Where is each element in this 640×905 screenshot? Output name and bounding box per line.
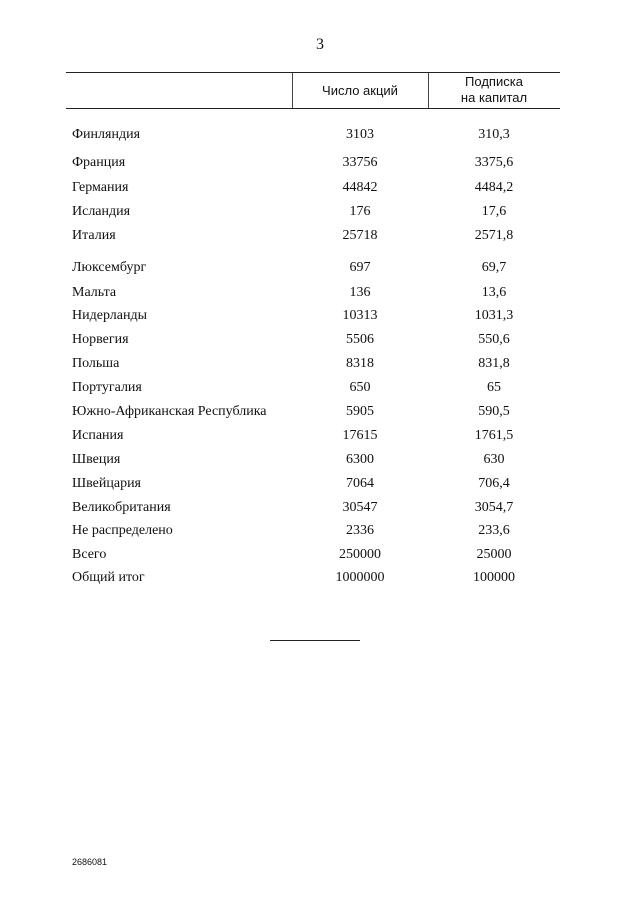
table-row [66, 452, 560, 472]
cell-country: Польша [72, 356, 120, 371]
cell-shares: 3103 [346, 127, 374, 142]
cell-capital: 100000 [473, 570, 515, 585]
cell-shares: 7064 [346, 476, 374, 491]
cell-capital: 2571,8 [474, 228, 514, 243]
header-capital-line2: на капитал [460, 90, 528, 105]
table-row [66, 547, 560, 567]
cell-shares: 5506 [346, 332, 374, 347]
cell-shares: 2336 [346, 523, 374, 538]
cell-shares: 44842 [342, 180, 378, 195]
cell-shares: 650 [349, 380, 371, 395]
table-row [66, 332, 560, 352]
end-rule [270, 640, 360, 641]
document-code: 2686081 [72, 857, 108, 867]
table-row [66, 380, 560, 400]
cell-shares: 10313 [342, 308, 378, 323]
cell-capital: 69,7 [481, 260, 507, 275]
header-shares: Число акций [322, 83, 398, 98]
cell-shares: 30547 [342, 500, 378, 515]
cell-shares: 8318 [346, 356, 374, 371]
cell-country: Испания [72, 428, 124, 443]
cell-capital: 17,6 [481, 204, 507, 219]
cell-country: Швеция [72, 452, 121, 467]
table-row [66, 476, 560, 496]
table-row [66, 180, 560, 200]
cell-capital: 25000 [476, 547, 512, 562]
cell-capital: 3375,6 [474, 155, 514, 170]
cell-shares: 6300 [346, 452, 374, 467]
cell-shares: 5905 [346, 404, 374, 419]
cell-capital: 1761,5 [474, 428, 514, 443]
header-capital-line1: Подписка [465, 74, 523, 89]
cell-shares: 17615 [342, 428, 378, 443]
cell-country: Нидерланды [72, 308, 147, 323]
cell-shares: 176 [349, 204, 371, 219]
cell-country: Южно-Африканская Республика [72, 404, 267, 419]
cell-capital: 13,6 [481, 285, 507, 300]
cell-capital: 831,8 [478, 356, 510, 371]
cell-country: Общий итог [72, 570, 145, 585]
table-row [66, 308, 560, 328]
cell-country: Германия [72, 180, 129, 195]
cell-country: Не распределено [72, 523, 173, 538]
cell-capital: 630 [483, 452, 505, 467]
cell-shares: 25718 [342, 228, 378, 243]
table-row [66, 155, 560, 175]
cell-shares: 33756 [342, 155, 378, 170]
table-row [66, 404, 560, 424]
table-row [66, 260, 560, 280]
table-header [66, 73, 560, 109]
cell-capital: 233,6 [478, 523, 510, 538]
cell-shares: 697 [349, 260, 371, 275]
cell-capital: 550,6 [478, 332, 510, 347]
cell-shares: 250000 [339, 547, 381, 562]
table-row [66, 356, 560, 376]
cell-country: Мальта [72, 285, 117, 300]
cell-country: Финляндия [72, 127, 141, 142]
table-row [66, 204, 560, 224]
cell-capital: 590,5 [478, 404, 510, 419]
cell-country: Франция [72, 155, 126, 170]
page-number: 3 [316, 36, 324, 53]
table-row [66, 127, 560, 147]
cell-capital: 3054,7 [474, 500, 514, 515]
cell-country: Швейцария [72, 476, 141, 491]
cell-country: Италия [72, 228, 116, 243]
cell-capital: 310,3 [478, 127, 510, 142]
table-row [66, 500, 560, 520]
table-row [66, 428, 560, 448]
cell-country: Великобритания [72, 500, 171, 515]
cell-shares: 136 [349, 285, 371, 300]
header-capital [428, 74, 560, 106]
cell-capital: 65 [487, 380, 501, 395]
table-row [66, 228, 560, 248]
cell-country: Португалия [72, 380, 142, 395]
table-row [66, 285, 560, 305]
cell-capital: 1031,3 [474, 308, 514, 323]
cell-capital: 4484,2 [474, 180, 514, 195]
table-row [66, 570, 560, 590]
cell-capital: 706,4 [478, 476, 510, 491]
cell-country: Исландия [72, 204, 131, 219]
cell-shares: 1000000 [335, 570, 385, 585]
allocation-table [66, 72, 560, 585]
cell-country: Всего [72, 547, 107, 562]
cell-country: Люксембург [72, 260, 147, 275]
table-row [66, 523, 560, 543]
cell-country: Норвегия [72, 332, 129, 347]
